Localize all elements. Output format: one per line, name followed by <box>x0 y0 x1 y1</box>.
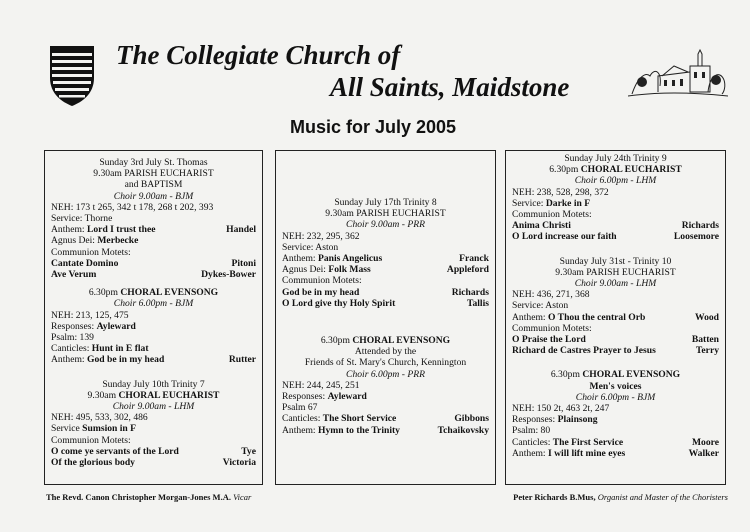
composer: Walker <box>688 447 719 459</box>
service-heading: Sunday July 24th Trinity 9 <box>564 153 667 164</box>
hymn-numbers: NEH: 150 2t, 463 2t, 247 <box>512 403 610 415</box>
service-heading: Sunday 3rd July St. Thomas <box>99 157 208 168</box>
responses-line <box>282 391 489 402</box>
church-sketch-icon <box>628 46 728 102</box>
composer: Gibbons <box>454 413 489 425</box>
shield-icon <box>48 44 96 108</box>
label: Service: <box>512 197 546 209</box>
column-1 <box>44 150 263 485</box>
label: Anthem: <box>512 311 548 323</box>
anthem-title: Lord I trust thee <box>86 224 156 236</box>
column-2 <box>275 150 496 485</box>
label: Anthem: <box>51 354 87 366</box>
service-heading: Sunday July 17th Trinity 8 <box>334 197 437 208</box>
motet-title: Anima Christi <box>512 220 571 232</box>
composer: Tallis <box>466 297 489 309</box>
anthem-line <box>512 312 719 323</box>
service-setting <box>512 198 719 209</box>
motet-title: Of the glorious body <box>51 457 135 469</box>
responses-title: Ayleward <box>96 320 136 332</box>
psalm-line: Psalm: 80 <box>512 425 551 437</box>
composer: Batten <box>691 334 719 346</box>
organist-title: Organist and Master of the Choristers <box>597 492 728 502</box>
service-name: CHORAL EVENSONG <box>352 335 451 347</box>
motet-line <box>51 269 256 280</box>
label: Service <box>51 423 83 435</box>
composer: Richards <box>681 220 719 232</box>
service-name: CHORAL EUCHARIST <box>580 164 682 176</box>
vicar-title: Vicar <box>233 492 252 502</box>
responses-title: Ayleward <box>327 391 367 403</box>
motet-line <box>512 334 719 345</box>
choir-time: Choir 6.00pm - LHM <box>574 175 657 187</box>
canticles-title: The First Service <box>552 436 624 448</box>
composer: Moore <box>692 436 719 448</box>
motets-label: Communion Motets: <box>512 322 592 334</box>
setting-title: Darke in F <box>545 197 591 209</box>
hymn-numbers: NEH: 244, 245, 251 <box>282 379 360 391</box>
service-title <box>512 164 719 175</box>
service-name: CHORAL EVENSONG <box>120 287 219 299</box>
footer-vicar <box>46 492 251 502</box>
motets-label: Communion Motets: <box>512 209 592 221</box>
psalm-line: Psalm 67 <box>282 402 318 414</box>
motets-label: Communion Motets: <box>51 246 131 258</box>
service-time: 9.30am <box>87 389 119 401</box>
service-name: CHORAL EUCHARIST <box>118 389 220 401</box>
motet-title: Cantate Domino <box>51 257 119 269</box>
agnus-line <box>51 235 256 246</box>
motet-title: O Lord increase our faith <box>512 231 617 243</box>
service-setting: Service: Thorne <box>51 213 113 225</box>
hymn-numbers: NEH: 213, 125, 475 <box>51 309 129 321</box>
choir-time: Choir 6.00pm - BJM <box>575 391 656 403</box>
responses-title: Plainsong <box>557 414 598 426</box>
service-title <box>512 369 719 380</box>
vicar-name: The Revd. Canon Christopher Morgan-Jones M.A. <box>46 492 234 502</box>
hymn-numbers: NEH: 495, 533, 302, 486 <box>51 412 148 424</box>
anthem-line <box>282 425 489 436</box>
anthem-title: Panis Angelicus <box>317 253 383 265</box>
service-setting <box>51 423 256 434</box>
motet-line <box>51 258 256 269</box>
setting-title: Sumsion in F <box>82 423 137 435</box>
agnus-title: Folk Mass <box>328 264 371 276</box>
composer: Terry <box>695 345 719 357</box>
organist-name: Peter Richards B.Mus, <box>513 492 598 502</box>
title-line-1: The Collegiate Church of <box>116 40 401 70</box>
voices-note: Men's voices <box>589 380 642 392</box>
service-title <box>51 287 256 298</box>
service-heading: Sunday July 10th Trinity 7 <box>102 378 205 390</box>
composer: Franck <box>459 253 489 265</box>
composer: Victoria <box>222 457 256 469</box>
anthem-line <box>282 253 489 264</box>
motet-line <box>282 287 489 298</box>
service-name: CHORAL EVENSONG <box>582 369 681 381</box>
service-time: 6.30pm <box>550 369 583 381</box>
choir-time: Choir 9.00am - PRR <box>346 219 425 231</box>
label: Agnus Dei: <box>282 264 329 276</box>
motet-title: Richard de Castres Prayer to Jesus <box>512 345 656 357</box>
canticles-line <box>51 343 256 354</box>
choir-time: Choir 6.00pm - BJM <box>113 298 194 310</box>
service-title: 9.30am PARISH EUCHARIST <box>325 208 446 220</box>
label: Responses: <box>51 320 97 332</box>
label: Canticles: <box>51 343 92 355</box>
service-setting: Service: Aston <box>512 300 569 312</box>
label: Canticles: <box>282 413 323 425</box>
canticles-line <box>512 437 719 448</box>
psalm-line: Psalm: 139 <box>51 332 94 344</box>
hymn-numbers: NEH: 173 t 265, 342 t 178, 268 t 202, 393 <box>51 201 214 213</box>
canticles-title: The Short Service <box>322 413 397 425</box>
composer: Rutter <box>228 354 256 366</box>
service-setting: Service: Aston <box>282 241 339 253</box>
attendance-note: Friends of St. Mary's Church, Kennington <box>304 357 467 369</box>
service-time: 6.30pm <box>88 287 121 299</box>
motet-title: O come ye servants of the Lord <box>51 445 179 457</box>
service-title <box>51 390 256 401</box>
choir-time: Choir 9.00am - LHM <box>574 278 657 290</box>
canticles-title: Hunt in E flat <box>91 343 149 355</box>
motet-line <box>512 231 719 242</box>
composer: Richards <box>451 286 489 298</box>
choir-time: Choir 9.00am - BJM <box>113 190 194 202</box>
service-time: 6.30pm <box>320 335 353 347</box>
motet-line <box>51 446 256 457</box>
composer: Wood <box>695 311 719 323</box>
hymn-numbers: NEH: 238, 528, 298, 372 <box>512 186 609 198</box>
composer: Loosemore <box>673 231 719 243</box>
title-line-2: All Saints, Maidstone <box>330 72 570 102</box>
label: Anthem: <box>51 224 87 236</box>
label: Anthem: <box>282 253 318 265</box>
composer: Handel <box>226 224 256 236</box>
motets-label: Communion Motets: <box>51 434 131 446</box>
responses-line <box>512 414 719 425</box>
footer-organist <box>513 492 728 502</box>
service-title: 9.30am PARISH EUCHARIST <box>93 168 214 180</box>
anthem-title: Hymn to the Trinity <box>317 424 400 436</box>
column-3 <box>505 150 726 485</box>
motet-title: Ave Verum <box>51 269 97 281</box>
motet-title: O Praise the Lord <box>512 334 586 346</box>
anthem-line <box>51 224 256 235</box>
service-title: and BAPTISM <box>124 179 183 191</box>
service-heading: Sunday July 31st - Trinity 10 <box>559 255 672 267</box>
service-title: 9.30am PARISH EUCHARIST <box>555 266 676 278</box>
agnus-title: Merbecke <box>97 235 139 247</box>
service-title <box>282 335 489 346</box>
responses-line <box>51 321 256 332</box>
label: Agnus Dei: <box>51 235 98 247</box>
composer: Tchaikovsky <box>437 424 489 436</box>
anthem-title: God be in my head <box>86 354 165 366</box>
attendance-note: Attended by the <box>354 346 417 358</box>
canticles-line <box>282 413 489 424</box>
motets-label: Communion Motets: <box>282 275 362 287</box>
choir-time: Choir 6.00pm - PRR <box>346 368 425 380</box>
composer: Pitoni <box>231 257 256 269</box>
anthem-title: I will lift mine eyes <box>547 447 626 459</box>
motet-line <box>512 220 719 231</box>
label: Canticles: <box>512 436 553 448</box>
choir-time: Choir 9.00am - LHM <box>112 401 195 413</box>
anthem-title: O Thou the central Orb <box>547 311 646 323</box>
anthem-line <box>512 448 719 459</box>
motet-title: O Lord give thy Holy Spirit <box>282 297 396 309</box>
anthem-line <box>51 354 256 365</box>
label: Anthem: <box>512 447 548 459</box>
label: Responses: <box>512 414 558 426</box>
motet-title: God be in my head <box>282 286 360 298</box>
hymn-numbers: NEH: 232, 295, 362 <box>282 230 360 242</box>
motet-line <box>51 457 256 468</box>
label: Anthem: <box>282 424 318 436</box>
composer: Appleford <box>446 264 489 276</box>
label: Responses: <box>282 391 328 403</box>
hymn-numbers: NEH: 436, 271, 368 <box>512 289 590 301</box>
agnus-line <box>282 264 489 275</box>
composer: Dykes-Bower <box>201 269 256 281</box>
service-time: 6.30pm <box>549 164 581 176</box>
motet-line <box>512 345 719 356</box>
motet-line <box>282 298 489 309</box>
composer: Tye <box>241 445 256 457</box>
page-subtitle: Music for July 2005 <box>290 117 457 137</box>
